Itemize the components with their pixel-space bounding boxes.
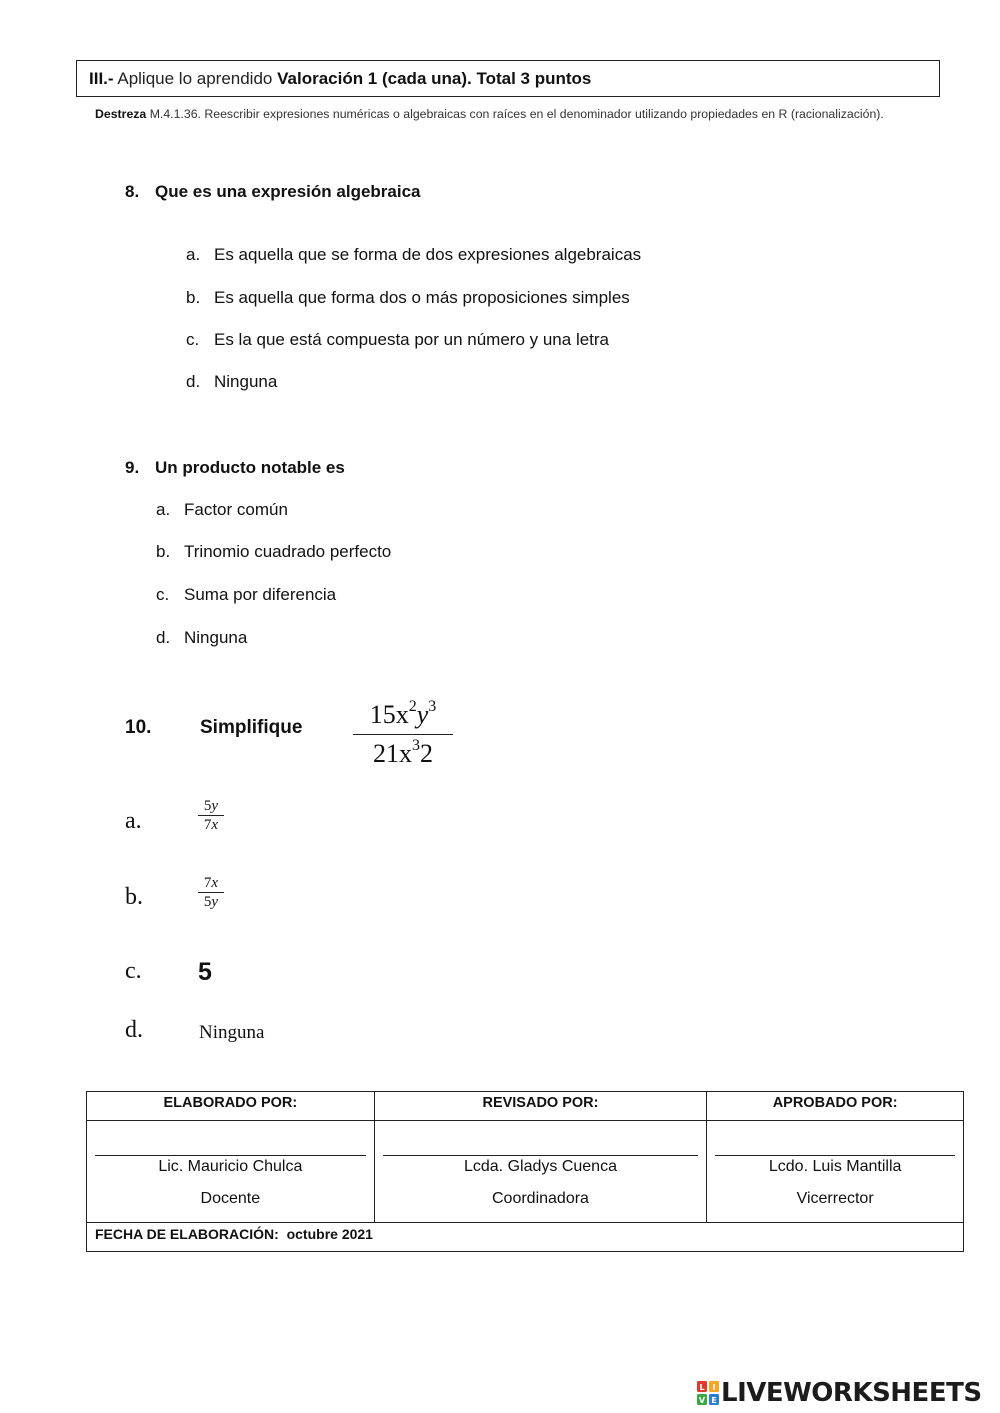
q9-option-d[interactable] — [156, 628, 247, 648]
option-text: Es la que está compuesta por un número y una letra — [214, 330, 610, 349]
signature-aprobado — [707, 1121, 964, 1223]
section-number: III.- — [89, 69, 114, 88]
signature-elaborado — [87, 1121, 375, 1223]
svg-text:L: L — [699, 1383, 705, 1392]
fraction-denominator: 5y — [203, 894, 219, 910]
option-letter: c. — [186, 330, 200, 349]
question-8-title — [125, 182, 421, 202]
header-aprobado: APROBADO POR: — [707, 1092, 964, 1121]
liveworksheets-icon — [697, 1381, 719, 1405]
q9-option-c[interactable] — [156, 585, 336, 605]
q10-option-c-letter[interactable]: c. — [125, 958, 142, 984]
question-10-title: Simplifique — [200, 717, 303, 738]
option-text: Trinomio cuadrado perfecto — [184, 542, 392, 561]
option-text: Suma por diferencia — [184, 585, 337, 604]
q9-option-a[interactable] — [156, 500, 288, 520]
option-letter: d. — [186, 372, 201, 391]
signer-name: Lic. Mauricio Chulca — [158, 1158, 303, 1175]
q8-option-b[interactable] — [186, 288, 630, 308]
destreza-label: Destreza — [95, 107, 147, 121]
question-text: Un producto notable es — [155, 458, 345, 477]
fecha-elaboracion — [87, 1223, 964, 1252]
option-letter: c. — [156, 585, 170, 604]
option-text: Factor común — [184, 500, 288, 519]
question-9-title — [125, 458, 345, 478]
header-revisado: REVISADO POR: — [374, 1092, 707, 1121]
section-title: Valoración 1 (cada una). Total 3 puntos — [277, 69, 592, 88]
q10-option-b-letter[interactable]: b. — [125, 884, 143, 910]
signature-revisado — [374, 1121, 707, 1223]
q10-expression-fraction — [353, 700, 453, 769]
destreza-text: M.4.1.36. Reescribir expresiones numéricas o algebraicas con raíces en el denominador utilizando propiedades en R (racionalización). — [149, 107, 884, 121]
option-letter: b. — [156, 542, 171, 561]
signer-name: Lcdo. Luis Mantilla — [768, 1158, 902, 1175]
q10-option-a-fraction[interactable] — [198, 797, 224, 834]
question-number: 8. — [125, 182, 140, 201]
signer-role: Vicerrector — [796, 1190, 874, 1207]
signer-role: Coordinadora — [492, 1190, 589, 1207]
option-text: Ninguna — [184, 628, 248, 647]
q10-option-b-fraction[interactable] — [198, 874, 224, 911]
q8-option-a[interactable] — [186, 245, 641, 265]
q10-option-d-text[interactable]: Ninguna — [199, 1022, 265, 1043]
signer-name: Lcda. Gladys Cuenca — [463, 1158, 617, 1175]
header-elaborado: ELABORADO POR: — [87, 1092, 375, 1121]
option-text: Ninguna — [214, 372, 278, 391]
signature-table — [86, 1091, 964, 1252]
fraction-denominator: 7x — [203, 817, 219, 833]
question-number: 9. — [125, 458, 140, 477]
brand-wordmark: LIVEWORKSHEETS — [721, 1378, 982, 1408]
question-10-number: 10. — [125, 717, 152, 738]
question-text: Que es una expresión algebraica — [155, 182, 421, 201]
signer-role: Docente — [200, 1190, 261, 1207]
section-header — [76, 60, 940, 97]
fecha-value: octubre 2021 — [286, 1226, 373, 1242]
destreza-note — [95, 106, 925, 123]
q10-option-d-letter[interactable]: d. — [125, 1017, 143, 1043]
option-letter: d. — [156, 628, 171, 647]
q10-option-c-value[interactable]: 5 — [198, 958, 212, 986]
option-text: Es aquella que forma dos o más proposiciones simples — [214, 288, 630, 307]
svg-text:E: E — [711, 1396, 717, 1405]
fraction-numerator: 5y — [203, 798, 219, 814]
q9-option-b[interactable] — [156, 542, 391, 562]
expression-denominator: $21x^32$ — [373, 737, 433, 768]
svg-text:V: V — [698, 1396, 706, 1405]
q8-option-d[interactable] — [186, 372, 277, 392]
option-letter: a. — [156, 500, 171, 519]
q8-option-c[interactable] — [186, 330, 609, 350]
signature-line — [95, 1155, 366, 1156]
liveworksheets-logo[interactable] — [697, 1378, 982, 1408]
signature-line — [383, 1155, 699, 1156]
option-letter: b. — [186, 288, 201, 307]
section-subtitle: Aplique lo aprendido — [117, 69, 273, 88]
q10-option-a-letter[interactable]: a. — [125, 808, 142, 834]
option-letter: a. — [186, 245, 201, 264]
svg-text:I: I — [712, 1383, 716, 1392]
expression-numerator: $15x^2y^3$ — [369, 698, 437, 729]
option-text: Es aquella que se forma de dos expresiones algebraicas — [214, 245, 642, 264]
fecha-label: FECHA DE ELABORACIÓN: — [95, 1226, 279, 1242]
fraction-numerator: 7x — [203, 875, 219, 891]
signature-line — [715, 1155, 955, 1156]
